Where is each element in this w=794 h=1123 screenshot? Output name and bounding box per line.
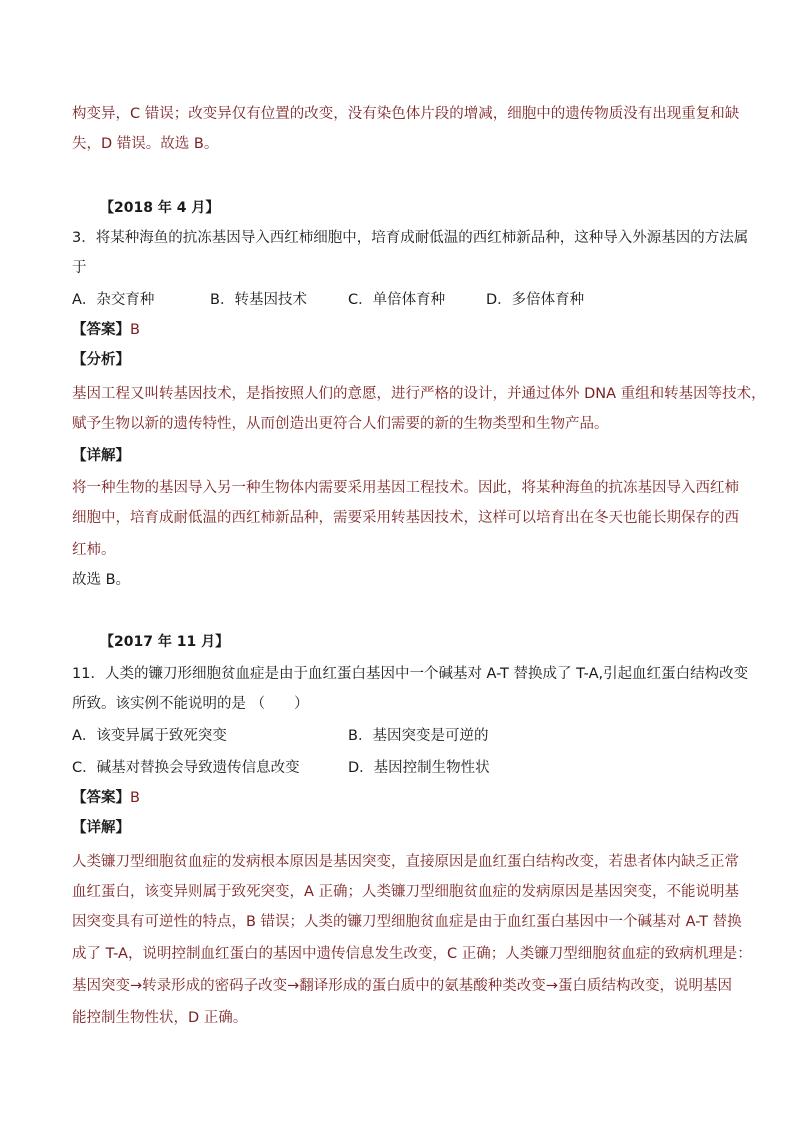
q3-option-b: B．转基因技术 [210,292,307,308]
q11-answer-tag: 【答案】 [72,790,130,806]
q11-detail-tag: 【详解】 [72,820,130,836]
q3-stem-line-2: 于 [72,260,87,276]
q11-stem-line-1: 11．人类的镰刀形细胞贫血症是由于血红蛋白基因中一个碱基对 A-T 替换成了 T-A,引起血红蛋白结构改变 [72,666,749,682]
q11-option-d: D．基因控制生物性状 [348,760,490,776]
q3-detail-line-3: 红柿。 [72,542,116,558]
q3-option-d: D．多倍体育种 [486,292,585,308]
q11-option-c: C．碱基对替换会导致遗传信息改变 [72,760,300,776]
q3-detail-line-4: 故选 B。 [72,572,131,588]
q11-detail-line-5: 基因突变→转录形成的密码子改变→翻译形成的蛋白质中的氨基酸种类改变→蛋白质结构改变，说明基因 [72,978,732,994]
prev-text-line-2: 失，D 错误。故选 B。 [72,136,219,152]
q3-answer-value: B [130,322,140,338]
prev-text-line-1: 构变异，C 错误；改变异仅有位置的改变，没有染色体片段的增减，细胞中的遗传物质没有出现重复和缺 [72,106,740,122]
q3-analysis-line-2: 赋予生物以新的遗传特性，从而创造出更符合人们需要的新的生物类型和生物产品。 [72,416,609,432]
q3-analysis-tag: 【分析】 [72,352,130,368]
q3-detail-line-2: 细胞中，培育成耐低温的西红柿新品种，需要采用转基因技术，这样可以培育出在冬天也能长期保存的西 [72,510,739,526]
q11-date-header: 【2017 年 11 月】 [100,634,230,650]
q11-detail-line-3: 因突变具有可逆性的特点，B 错误；人类的镰刀型细胞贫血症是由于血红蛋白基因中一个碱基对 A-T 替换 [72,914,742,930]
q3-option-a: A．杂交育种 [72,292,155,308]
q3-detail-line-1: 将一种生物的基因导入另一种生物体内需要采用基因工程技术。因此，将某种海鱼的抗冻基因导入西红柿 [72,480,739,496]
q11-detail-line-4: 成了 T-A，说明控制血红蛋白的基因中遗传信息发生改变，C 正确；人类镰刀型细胞贫血症的致病机理是： [72,946,752,962]
q11-detail-line-1: 人类镰刀型细胞贫血症的发病根本原因是基因突变，直接原因是血红蛋白结构改变，若患者体内缺乏正常 [72,854,739,870]
q11-answer [72,788,140,808]
q11-option-b: B．基因突变是可逆的 [348,728,489,744]
q3-detail-tag: 【详解】 [72,448,130,464]
q11-detail-line-6: 能控制生物性状，D 正确。 [72,1010,248,1026]
q11-option-a: A．该变异属于致死突变 [72,728,227,744]
q3-option-c: C．单倍体育种 [348,292,446,308]
q11-answer-value: B [130,790,140,806]
q11-detail-line-2: 血红蛋白，该变异则属于致死突变，A 正确；人类镰刀型细胞贫血症的发病原因是基因突变，不能说明基 [72,884,740,900]
q3-stem-line-1: 3．将某种海鱼的抗冻基因导入西红柿细胞中，培育成耐低温的西红柿新品种，这种导入外源基因的方法属 [72,230,749,246]
q3-answer-tag: 【答案】 [72,322,130,338]
q11-stem-line-2: 所致。该实例不能说明的是 （ ） [72,696,309,712]
q3-answer [72,320,140,340]
q3-date-header: 【2018 年 4 月】 [100,200,220,216]
q3-analysis-line-1: 基因工程又叫转基因技术，是指按照人们的意愿，进行严格的设计，并通过体外 DNA 重组和转基因等技术， [72,386,766,402]
